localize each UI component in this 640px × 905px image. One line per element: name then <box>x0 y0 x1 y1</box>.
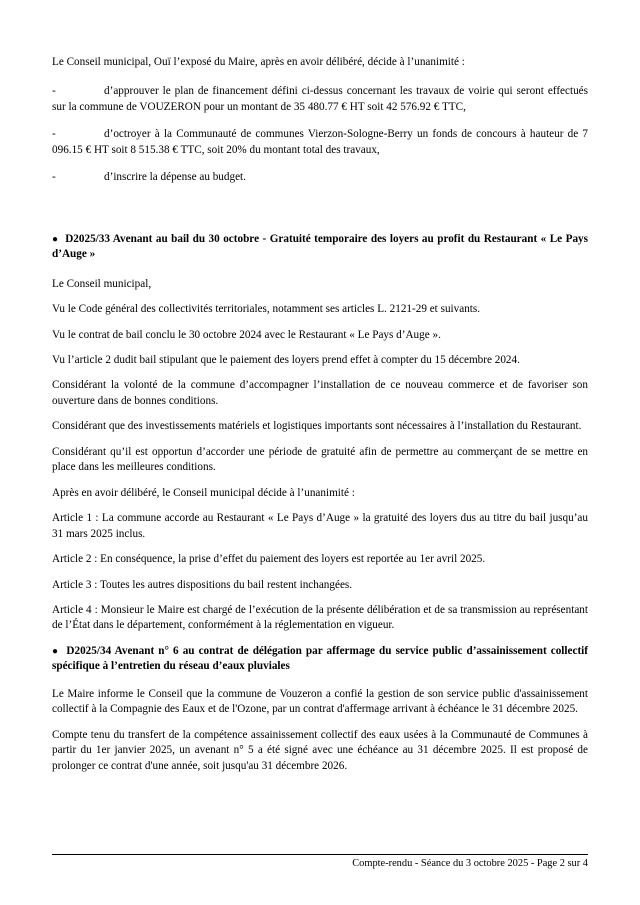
intro-paragraph: Le Conseil municipal, Ouï l’exposé du Maire, après en avoir délibéré, décide à l’unanimité : <box>52 56 465 68</box>
bullet-icon: ● <box>52 233 59 245</box>
paragraph-article-4: Article 4 : Monsieur le Maire est chargé de l’exécution de la présente délibération et de sa transmission au représentant de l’État dans le département, conformément à la réglementation en vigueur. <box>52 603 588 632</box>
list-item-text: d’inscrire la dépense au budget. <box>104 171 246 184</box>
list-item <box>52 170 588 185</box>
paragraph: Considérant qu’il est opportun d’accorder une période de gratuité afin de permettre au commerçant de se mettre en place dans les meilleures conditions. <box>52 445 588 474</box>
list-item <box>52 127 588 158</box>
section-spacer <box>52 198 588 232</box>
section2-body <box>52 687 588 774</box>
paragraph-article-2: Article 2 : En conséquence, la prise d’effet du paiement des loyers est reportée au 1er avril 2025. <box>52 553 486 566</box>
paragraph: Vu le Code général des collectivités territoriales, notamment ses articles L. 2121-29 et suivants. <box>52 303 481 316</box>
section-heading-d2025-33 <box>52 232 588 263</box>
dash-marker: - <box>52 85 56 98</box>
paragraph: Compte tenu du transfert de la compétence assainissement collectif des eaux usées à la Communauté de Communes à partir du 1er janvier 2025, un avenant n° 5 a été signé avec une échéance au 31 décembre 2025. Il est proposé de prolonger ce contrat d'une année, soit jusqu'au 31 décembre 2026. <box>52 728 588 772</box>
paragraph: Après en avoir délibéré, le Conseil municipal décide à l’unanimité : <box>52 486 355 499</box>
section-heading-d2025-34 <box>52 644 588 675</box>
dash-marker: - <box>52 171 56 184</box>
page-footer: Compte-rendu - Séance du 3 octobre 2025 - Page 2 sur 4 <box>52 854 588 869</box>
paragraph: Considérant la volonté de la commune d’accompagner l’installation de ce nouveau commerce et de favoriser son ouverture dans de bonnes conditions. <box>52 379 588 407</box>
paragraph: Vu l’article 2 dudit bail stipulant que le paiement des loyers prend effet à compter du 15 décembre 2024. <box>52 353 520 366</box>
section-heading-text: D2025/33 Avenant au bail du 30 octobre - Gratuité temporaire des loyers au profit du Restaurant « Le Pays d’Auge » <box>52 232 588 261</box>
bullet-icon: ● <box>52 645 60 657</box>
paragraph: Le Maire informe le Conseil que la commune de Vouzeron a confié la gestion de son service public d'assainissement collectif à la Compagnie des Eaux et de l'Ozone, par un contrat d'affermage arrivant à échéance le 31 décembre 2025. <box>52 687 588 716</box>
paragraph: Vu le contrat de bail conclu le 30 octobre 2024 avec le Restaurant « Le Pays d’Auge ». <box>52 328 441 341</box>
list-item-text: d’octroyer à la Communauté de communes Vierzon-Sologne-Berry un fonds de concours à hauteur de 7 096.15 € HT soit 8 515.38 € TTC, soit 20% du montant total des travaux, <box>52 128 588 156</box>
paragraph: Considérant que des investissements matériels et logistiques importants sont nécessaires à l’installation du Restaurant. <box>52 420 582 433</box>
section-heading-text: D2025/34 Avenant n° 6 au contrat de délégation par affermage du service public d’assainissement collectif spécifique à l’entretien du réseau d’eaux pluviales <box>52 644 589 673</box>
paragraph: Le Conseil municipal, <box>52 277 152 290</box>
paragraph-article-1: Article 1 : La commune accorde au Restaurant « Le Pays d’Auge » la gratuité des loyers dus au titre du bail jusqu’au 31 mars 2025 inclus. <box>52 512 588 540</box>
list-item <box>52 84 588 115</box>
list-item-text: d’approuver le plan de financement défini ci-dessus concernant les travaux de voirie qui seront effectués sur la commune de VOUZERON pour un montant de 35 480.77 € HT soit 42 576.92 € TTC, <box>52 85 588 113</box>
paragraph-article-3: Article 3 : Toutes les autres dispositions du bail restent inchangées. <box>52 578 353 591</box>
dash-marker: - <box>52 128 56 141</box>
section1-body <box>52 277 588 634</box>
